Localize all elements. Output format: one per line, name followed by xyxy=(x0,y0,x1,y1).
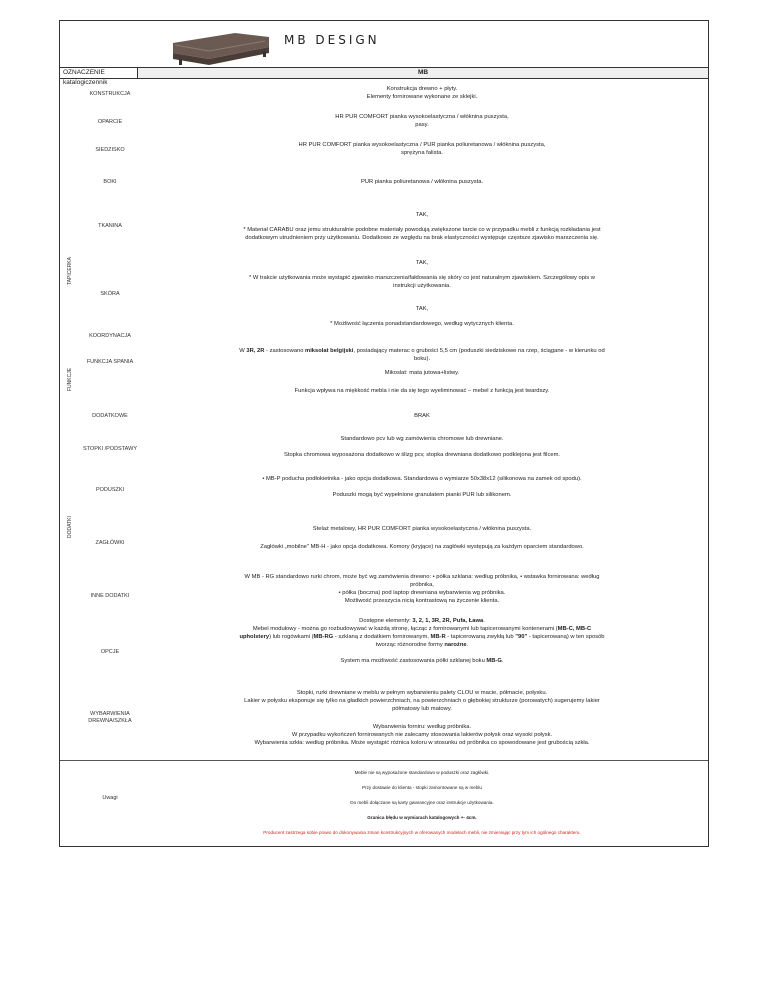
wybarwienia-line2: Lakier w połysku eksponuje się tylko na gładkich powierzchniach, na powierzchniach o głębokiej strukturze (porowatych) sugerujemy lakier xyxy=(244,698,600,704)
funkcja-spania-p1-line2: boku). xyxy=(413,356,431,362)
stopki-line1: Standardowo pcv lub wg zamówienia chromowe lub drewniane. xyxy=(340,436,504,442)
opcje-l3-post: - tapicerowaną) w ten sposób xyxy=(527,634,605,640)
tkanina-line1: * Materiał CARABU oraz jemu strukturalnie podobne materiały powodują zwiększone tarcie co w przypadku mebli z funkcją rozkładania jest xyxy=(243,227,601,233)
group-funkcje: FUNKCJE xyxy=(67,367,73,391)
opcje-l4-post: . xyxy=(466,642,469,648)
boki-line1: PUR pianka poliuretanowa / włóknina puszysta. xyxy=(360,179,484,185)
uwagi-line1: Meble nie są wyposażone standardowo w poduszki oraz zagłówki. xyxy=(354,770,490,775)
label-wybarwienia xyxy=(80,711,140,725)
header-row-value: MB xyxy=(138,68,708,78)
label-siedzisko: SIEDZISKO xyxy=(95,147,125,153)
wybarwienia-line3: półmatowy lub matowy. xyxy=(392,706,452,712)
label-wybarwienia-1: WYBARWIENIA xyxy=(90,711,130,717)
opcje-l5-post: . xyxy=(501,658,504,664)
label-uwagi: Uwagi xyxy=(102,795,118,801)
siedzisko-line2: sprężyna falista. xyxy=(401,150,443,156)
uwagi-line2: Przy dostawie do klienta - stopki zamontowane są w meblu xyxy=(361,785,482,790)
koordynacja-line1: * Możliwość łączenia ponadstandardowego, według wytycznych klienta. xyxy=(330,321,514,327)
label-koordynacja: KOORDYNACJA xyxy=(89,333,131,339)
tkanina-line2: dodatkowym utrudnieniem przy użytkowaniu. Dodatkowo ze względu na brak elastyczności występuje częstsze zjawisko marszczenia się. xyxy=(245,235,599,241)
zaglowki-line2: Zagłówki „mobilne" MB-H - jako opcja dodatkowa. Komory (kryjące) na zagłówki występują za każdym oparciem standardowo. xyxy=(260,544,584,550)
uwagi-line3: Do mebli dołączane są karty gwarancyjne oraz instrukcje użytkowania. xyxy=(350,800,494,805)
label-tkanina: TKANINA xyxy=(98,223,122,229)
opcje-l1-pre: Dostępne elementy: xyxy=(359,618,413,624)
inne-line3: • półka (boczna) pod laptop drewniana wybarwienia wg próbnika. xyxy=(338,590,506,596)
opcje-line4 xyxy=(142,641,702,649)
header xyxy=(60,21,708,69)
opcje-l5-pre: System ma możliwość zastosowania półki szklanej boku xyxy=(340,658,487,664)
label-dodatkowe: DODATKOWE xyxy=(92,413,128,419)
opcje-l4-b: narożne xyxy=(444,642,467,648)
poduszki-line1: • MB-P poducha podłokietnika - jako opcja dodatkowa. Standardowa o wymiarze 50x38x12 (silikonowa na zamek od spodu). xyxy=(262,476,582,482)
opcje-l2-b1: MB-C, MB-C xyxy=(557,626,592,632)
label-stopki: STOPKI /PODSTAWY xyxy=(83,446,137,452)
wybarwienia-line5: W przypadku wykończeń fornirowanych nie zalecamy stosowania lakierów połysk oraz wysoki połysk. xyxy=(291,732,553,738)
siedzisko-line1: HR PUR COMFORT pianka wysokoelastyczna / PUR pianka poliuretanowa / włóknina puszysta, xyxy=(298,142,546,148)
zaglowki-line1: Stelaż metalowy, HR PUR COMFORT pianka wysokoelastyczna / włóknina puszysta. xyxy=(312,526,532,532)
opcje-l3-mid2: - szklaną z dodatkiem fornirowanym, xyxy=(333,634,431,640)
opcje-line3 xyxy=(142,633,702,641)
opcje-l4-pre: tworząc różnorodne formy xyxy=(375,642,445,648)
opcje-l1-post: . xyxy=(483,618,485,624)
label-inne: INNE DODATKI xyxy=(90,593,130,599)
header-row-label: OZNACZENIE katalogiczennik xyxy=(60,68,138,78)
wybarwienia-line1: Stopki, rurki drewniane w meblu w pełnym wybarwieniu palety CLOU w macie, półmacie, połysku. xyxy=(296,690,548,696)
opcje-l3-b3: MB-R xyxy=(430,634,446,640)
skora-tak: TAK, xyxy=(415,260,429,266)
opcje-line2 xyxy=(142,625,702,633)
dodatkowe-value: BRAK xyxy=(414,413,430,419)
funkcja-spania-p1 xyxy=(142,347,702,355)
opcje-l3-b2: MB-RG xyxy=(313,634,334,640)
opcje-l3-mid3: - tapicerowaną zwykłą lub xyxy=(445,634,516,640)
oparcie-line2: pasy. xyxy=(415,122,429,128)
opcje-line5 xyxy=(142,657,702,665)
konstrukcja-line1: Konstrukcja drewno + płyty. xyxy=(386,86,458,92)
label-opcje: OPCJE xyxy=(100,649,120,655)
spec-sheet xyxy=(59,20,709,847)
divider-uwagi xyxy=(60,760,708,761)
uwagi-line4: Granica błędu w wymiarach katalogowych +- 4cm. xyxy=(367,815,477,820)
group-dodatki: DODATKI xyxy=(67,516,73,538)
label-oparcie: OPARCIE xyxy=(97,119,123,125)
fs-p1-mid: - zastosowano xyxy=(264,348,306,354)
brand-title: MB DESIGN xyxy=(284,33,380,47)
header-row xyxy=(60,67,708,86)
tkanina-tak: TAK, xyxy=(415,212,429,218)
fs-p1-b1: 3R, 2R xyxy=(246,348,265,354)
fs-p1-pre: W xyxy=(239,348,247,354)
label-poduszki: PODUSZKI xyxy=(95,487,125,493)
opcje-l2-pre: Mebel modułowy - można go rozbudowywać w każdą stronę, łącząc z fornirowanymi lub tapicerowanymi kontenerami ( xyxy=(252,626,558,632)
label-funkcja-spania: FUNKCJA SPANIA xyxy=(86,359,134,365)
label-skora: SKÓRA xyxy=(100,291,120,297)
funkcja-spania-p2: Mikoslat: mata jutowa+listwy. xyxy=(384,370,460,376)
skora-line2: instrukcji użytkowania. xyxy=(393,283,451,289)
group-tapicerka: TAPICERKA xyxy=(67,257,73,285)
label-zaglowki: ZAGŁÓWKI xyxy=(95,540,125,546)
konstrukcja-line2: Elementy fornirowane wykonane ze sklejki. xyxy=(366,94,478,100)
label-wybarwienia-2: DREWNA/SZKŁA xyxy=(88,718,132,724)
uwagi-line5: Producent zastrzega sobie prawo do dokonywania zmian konstrukcyjnych w oferowanych modelach mebli, nie zmieniając przy tym ich ogólnego charakteru. xyxy=(263,830,581,835)
inne-line1: W MB - RG standardowo rurki chrom, może być wg zamówienia drewno: • półka szklana: według próbnika, • wstawka fornirowana: według xyxy=(244,574,600,580)
oparcie-line1: HR PUR COMFORT pianka wysokoelastyczna / włóknina puszysta, xyxy=(335,114,509,120)
wybarwienia-line4: Wybarwienia forniru: według próbnika. xyxy=(372,724,472,730)
skora-line1: * W trakcie użytkowania może wystąpić zjawisko marszczenia/fałdowania się skóry co jest naturalnym zjawiskiem. Szczegółowy opis w xyxy=(248,275,595,281)
label-boki: BOKI xyxy=(103,179,117,185)
sofa-image xyxy=(165,23,285,67)
stopki-line2: Stopka chromowa wyposażona dodatkowo w ślizg pcv, stopka drewniana dodatkowo podklejona jest filcem. xyxy=(283,452,561,458)
opcje-l1-b: 3, 2, 1, 3R, 2R, Pufa, Ława xyxy=(412,618,484,624)
opcje-l3-mid1: ) lub rogówkami ( xyxy=(269,634,314,640)
koordynacja-tak: TAK, xyxy=(415,306,429,312)
wybarwienia-line6: Wybarwienia szkła: według próbnika. Może wystąpić różnica koloru w stosunku od próbnika co spowodowane jest grubością szkła. xyxy=(254,740,590,746)
inne-line2: próbnika, xyxy=(410,582,434,588)
inne-line4: Możliwość przeszycia nicią kontrastową na życzenie klienta. xyxy=(344,598,500,604)
poduszki-line2: Poduszki mogą być wypełnione granulatem pianki PUR lub silikonem. xyxy=(332,492,512,498)
label-konstrukcja: KONSTRUKCJA xyxy=(89,91,131,97)
funkcja-spania-p3: Funkcja wpływa na miękkość mebla i nie da się tego wyeliminować – mebel z funkcją jest twardszy. xyxy=(294,388,550,394)
opcje-l3-b4: "90" xyxy=(515,634,528,640)
fs-p1-b2: miksolat belgijski xyxy=(305,348,354,354)
opcje-line1 xyxy=(142,617,702,625)
opcje-l5-b: MB-G xyxy=(486,658,502,664)
opcje-l3-b1: upholstery xyxy=(239,634,270,640)
fs-p1-post: , posiadający materac o grubości 5,5 cm (poduszki siedziskowe na rzep, ściągane - w kierunku od xyxy=(353,348,605,354)
